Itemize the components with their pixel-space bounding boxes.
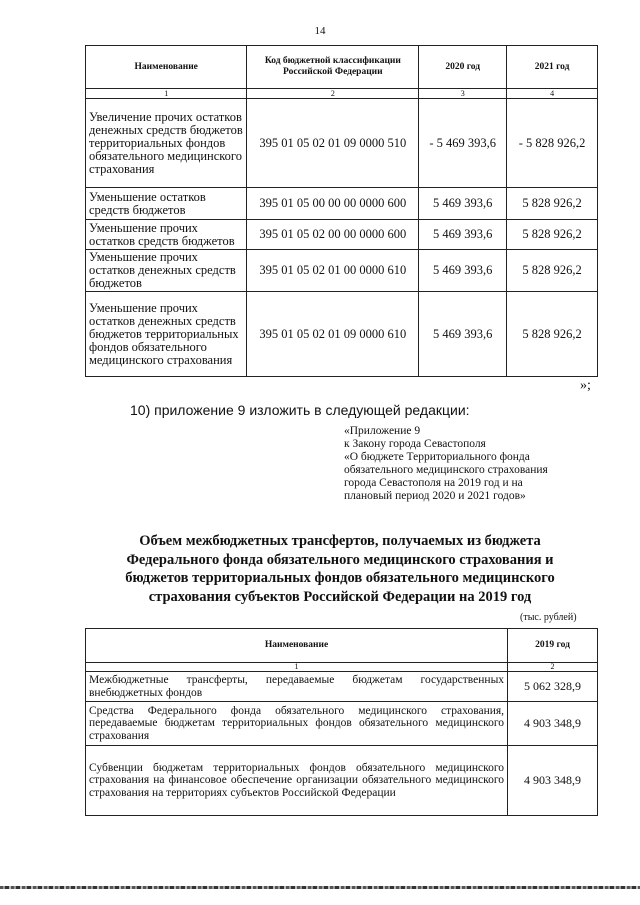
row-2021: 5 828 926,2 xyxy=(507,220,598,250)
header-2019: 2019 год xyxy=(508,629,598,663)
table-row xyxy=(86,292,598,377)
row-name: Уменьшение прочих остатков денежных средств бюджетов территориальных фондов обязательного медицинского страхования xyxy=(86,292,247,377)
appendix-line: «О бюджете Территориального фонда xyxy=(344,451,530,463)
row-2020: - 5 469 393,6 xyxy=(419,99,507,188)
appendix-line: обязательного медицинского страхования xyxy=(344,464,548,476)
appendix-line: города Севастополя на 2019 год и на xyxy=(344,477,523,489)
row-value: 4 903 348,9 xyxy=(508,746,598,816)
column-number-row xyxy=(86,89,598,99)
title-line: бюджетов территориальных фондов обязательного медицинского xyxy=(125,570,555,586)
col-number: 4 xyxy=(507,89,598,99)
closing-quote: »; xyxy=(580,378,591,393)
row-name: Увеличение прочих остатков денежных средств бюджетов территориальных фондов обязательного медицинского страхования xyxy=(86,99,247,188)
col-number: 1 xyxy=(86,663,508,672)
table-row xyxy=(86,746,598,816)
col-number: 3 xyxy=(419,89,507,99)
row-2020: 5 469 393,6 xyxy=(419,220,507,250)
table-header-row xyxy=(86,46,598,89)
appendix-line: плановый период 2020 и 2021 годов» xyxy=(344,490,526,502)
row-2021: - 5 828 926,2 xyxy=(507,99,598,188)
table-header-row xyxy=(86,629,598,663)
units-label: (тыс. рублей) xyxy=(520,612,577,623)
appendix-line: «Приложение 9 xyxy=(344,425,421,437)
sources-table xyxy=(85,45,598,377)
row-name: Субвенции бюджетам территориальных фондов обязательного медицинского страхования на финансовое обеспечение организации обязательного медицинского страхования на территориях субъектов Российской Федерации xyxy=(86,746,508,816)
title-line: страхования субъектов Российской Федерации на 2019 год xyxy=(148,588,532,605)
header-name: Наименование xyxy=(86,629,508,663)
row-2021: 5 828 926,2 xyxy=(507,188,598,220)
row-2021: 5 828 926,2 xyxy=(507,292,598,377)
table-row xyxy=(86,250,598,292)
title-line: Объем межбюджетных трансфертов, получаемых из бюджета xyxy=(139,533,541,549)
scan-edge-artifact xyxy=(0,886,640,889)
header-2021: 2021 год xyxy=(507,46,598,89)
section-title xyxy=(60,532,620,606)
amendment-item: 10) приложение 9 изложить в следующей редакции: xyxy=(130,402,470,418)
col-number: 2 xyxy=(247,89,419,99)
row-code: 395 01 05 02 00 00 0000 600 xyxy=(247,220,419,250)
appendix-line: к Закону города Севастополя xyxy=(344,438,486,450)
table-row xyxy=(86,188,598,220)
row-2020: 5 469 393,6 xyxy=(419,250,507,292)
table-row xyxy=(86,99,598,188)
col-number: 1 xyxy=(86,89,247,99)
page-number: 14 xyxy=(314,25,326,37)
row-value: 4 903 348,9 xyxy=(508,702,598,746)
transfers-table xyxy=(85,628,598,816)
table-row xyxy=(86,220,598,250)
row-2020: 5 469 393,6 xyxy=(419,188,507,220)
header-name: Наименование xyxy=(86,46,247,89)
table-row xyxy=(86,672,598,702)
column-number-row xyxy=(86,663,598,672)
row-name: Уменьшение прочих остатков средств бюджетов xyxy=(86,220,247,250)
row-code: 395 01 05 00 00 00 0000 600 xyxy=(247,188,419,220)
row-2020: 5 469 393,6 xyxy=(419,292,507,377)
row-name: Межбюджетные трансферты, передаваемые бюджетам государственных внебюджетных фондов xyxy=(86,672,508,702)
title-line: Федерального фонда обязательного медицинского страхования и xyxy=(126,551,554,568)
row-2021: 5 828 926,2 xyxy=(507,250,598,292)
row-name: Уменьшение остатков средств бюджетов xyxy=(86,188,247,220)
row-code: 395 01 05 02 01 09 0000 610 xyxy=(247,292,419,377)
table-row xyxy=(86,702,598,746)
row-name: Средства Федерального фонда обязательного медицинского страхования, передаваемые бюджетам территориальных фондов обязательного медицинского страхования xyxy=(86,702,508,746)
row-value: 5 062 328,9 xyxy=(508,672,598,702)
header-code: Код бюджетной классификации Российской Федерации xyxy=(247,46,419,89)
header-2020: 2020 год xyxy=(419,46,507,89)
col-number: 2 xyxy=(508,663,598,672)
appendix-reference xyxy=(344,425,604,503)
row-code: 395 01 05 02 01 00 0000 610 xyxy=(247,250,419,292)
row-code: 395 01 05 02 01 09 0000 510 xyxy=(247,99,419,188)
row-name: Уменьшение прочих остатков денежных средств бюджетов xyxy=(86,250,247,292)
